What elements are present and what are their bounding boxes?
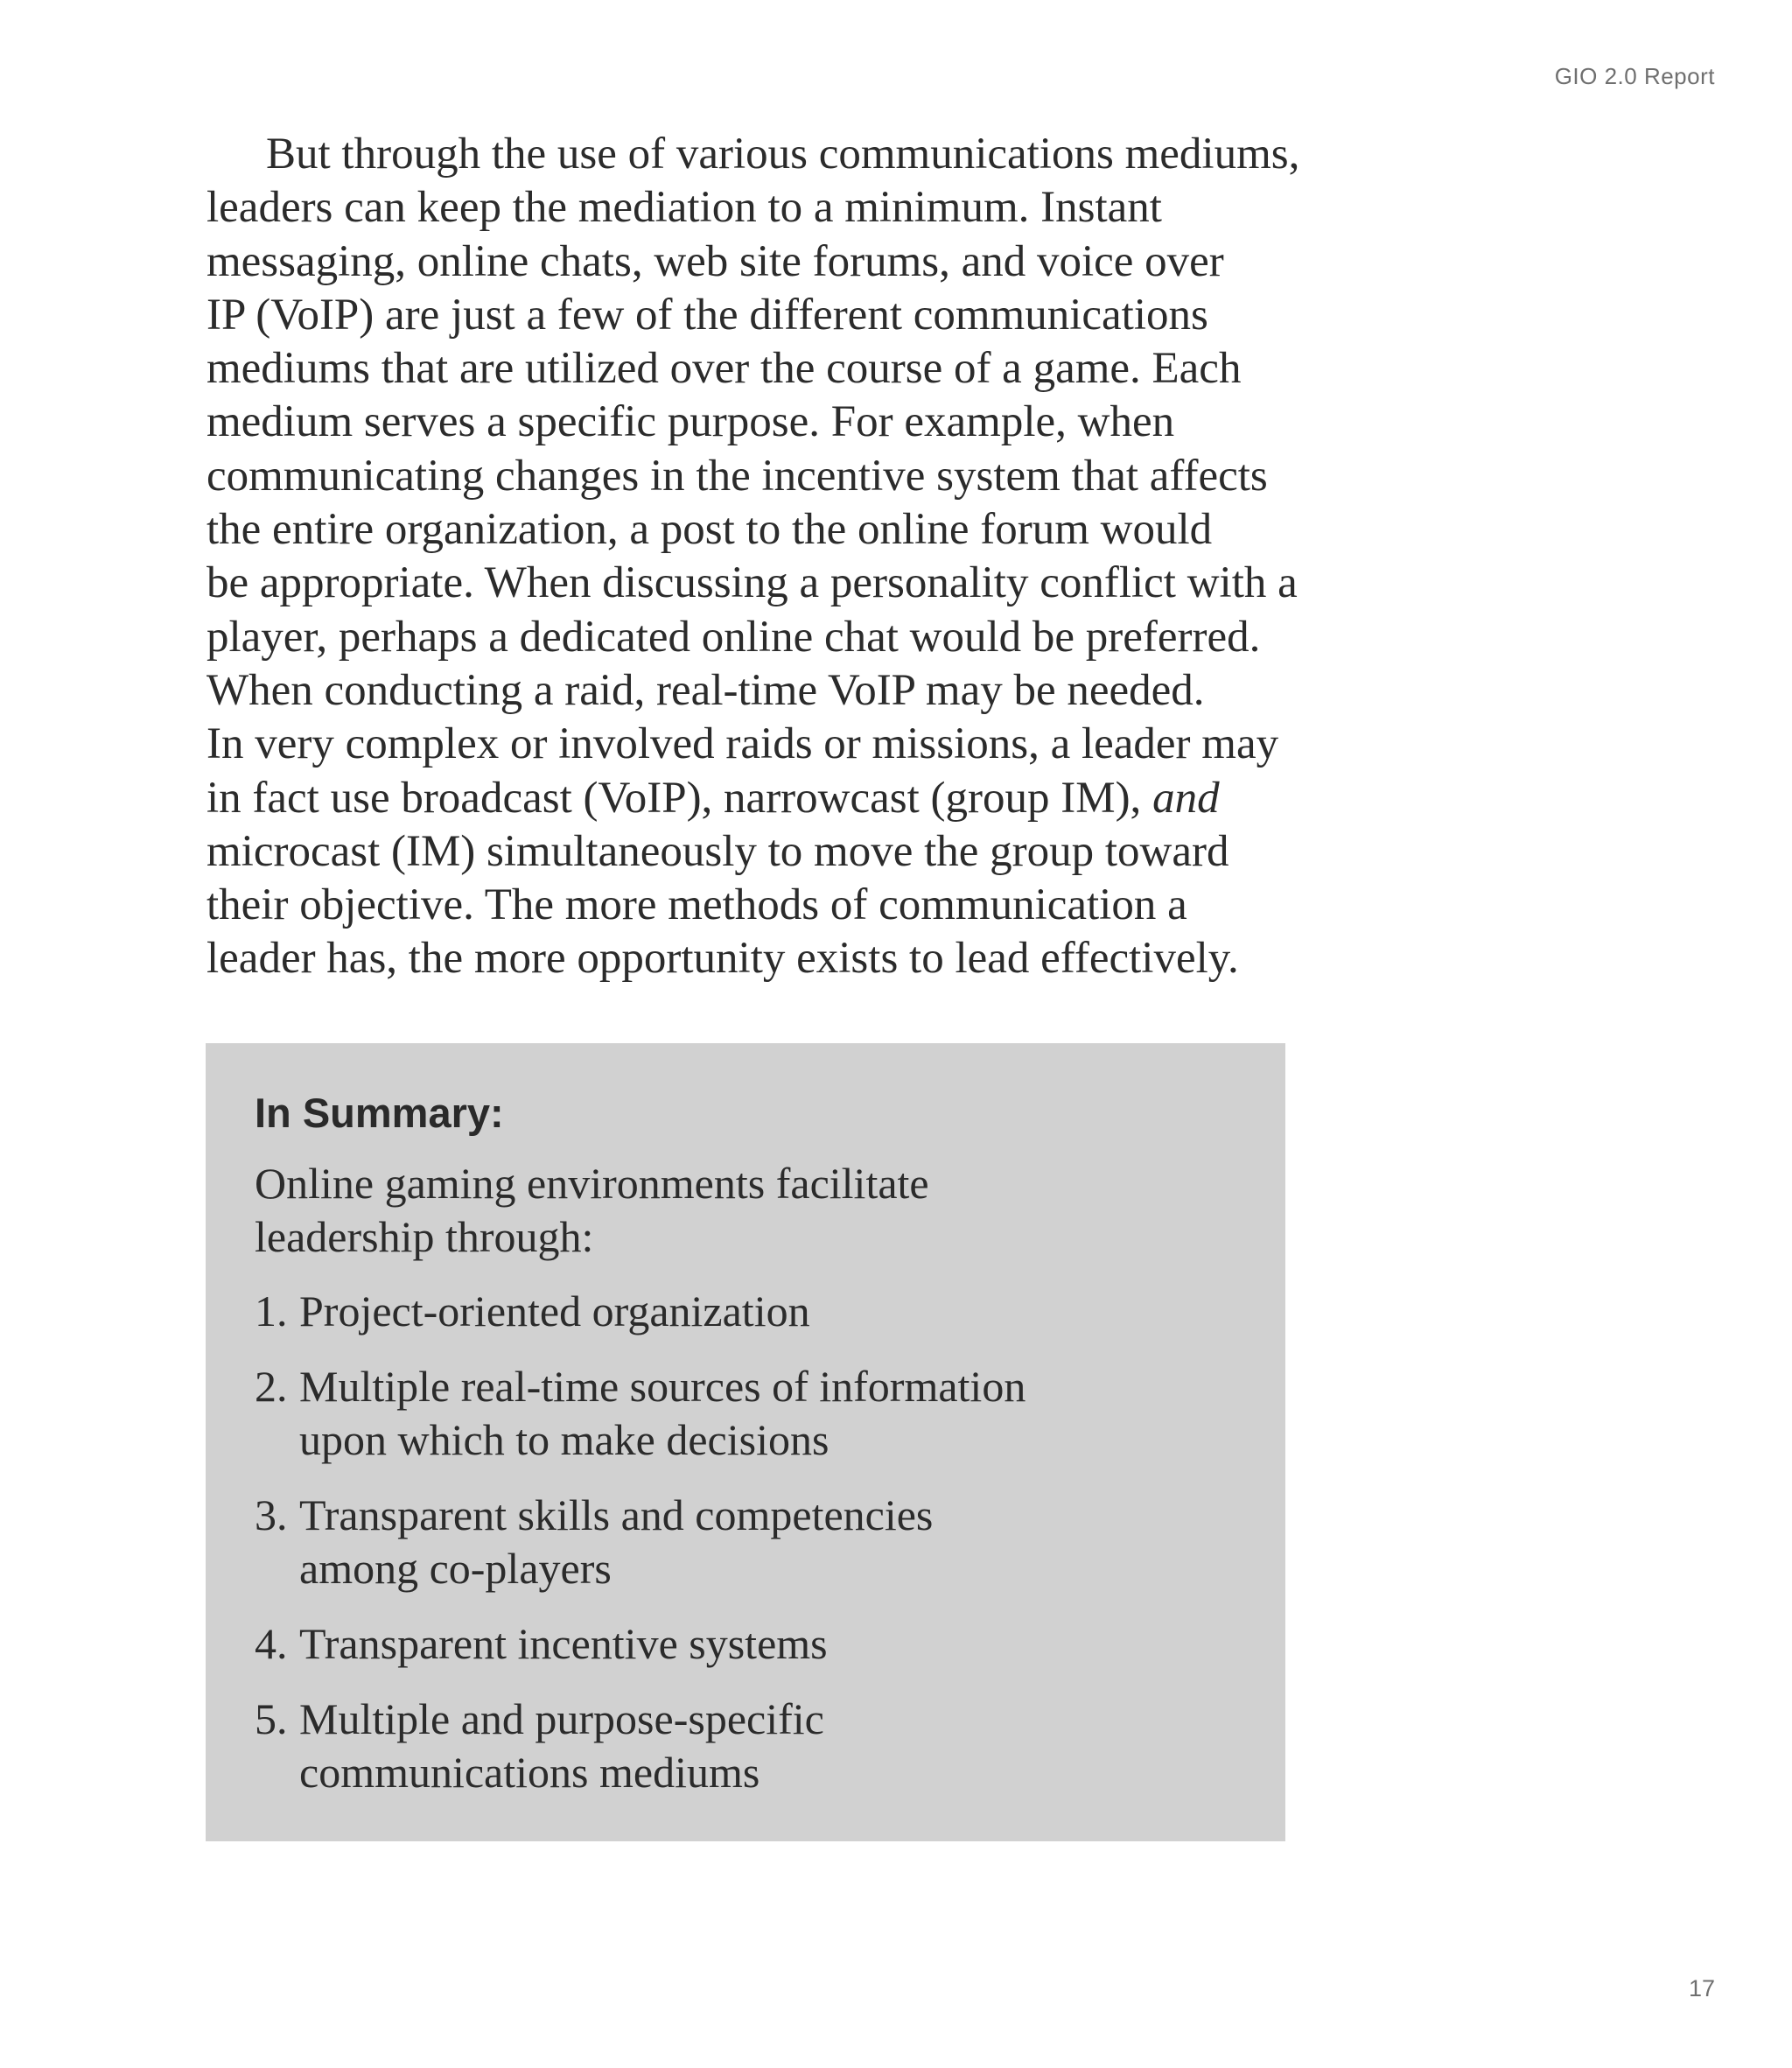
- list-item-line: Multiple real-time sources of information: [299, 1362, 1026, 1411]
- page-number: 17: [1688, 1975, 1715, 2001]
- body-line-text: in fact use broadcast (VoIP), narrowcast (group IM),: [206, 773, 1153, 823]
- body-paragraph: [206, 128, 1300, 986]
- summary-list-item: [255, 1285, 1236, 1338]
- body-line: IP (VoIP) are just a few of the different communications: [206, 290, 1208, 340]
- body-line: But through the use of various communications mediums,: [266, 130, 1300, 179]
- summary-list-item: [255, 1693, 1236, 1799]
- body-line: messaging, online chats, web site forums, and voice over: [206, 236, 1224, 286]
- body-line-with-emphasis: [206, 772, 1292, 825]
- summary-box: [206, 1043, 1285, 1841]
- list-item-text: [299, 1617, 828, 1671]
- summary-intro-line: Online gaming environments facilitate: [255, 1159, 929, 1208]
- body-line: leader has, the more opportunity exists to lead effectively.: [206, 934, 1239, 984]
- summary-list: [255, 1285, 1236, 1799]
- body-line: In very complex or involved raids or missions, a leader may: [206, 719, 1279, 769]
- list-item-line: communications mediums: [299, 1748, 760, 1797]
- body-line: player, perhaps a dedicated online chat would be preferred.: [206, 612, 1261, 662]
- list-item-line: Transparent skills and competencies: [299, 1490, 934, 1539]
- body-line: medium serves a specific purpose. For example, when: [206, 397, 1175, 447]
- list-item-text: [299, 1693, 824, 1799]
- summary-list-item: [255, 1617, 1236, 1671]
- list-item-text: [299, 1285, 810, 1338]
- list-item-text: [299, 1489, 933, 1595]
- list-item-line: Project-oriented organization: [299, 1286, 810, 1335]
- summary-list-item: [255, 1360, 1236, 1467]
- body-line: microcast (IM) simultaneously to move the group toward: [206, 826, 1229, 876]
- list-item-number: 2.: [255, 1362, 288, 1411]
- summary-intro-line: leadership through:: [255, 1212, 594, 1261]
- body-line: their objective. The more methods of communication a: [206, 880, 1187, 930]
- body-line: the entire organization, a post to the online forum would: [206, 505, 1213, 555]
- list-item-line: upon which to make decisions: [299, 1415, 830, 1464]
- body-line: leaders can keep the mediation to a minimum. Instant: [206, 183, 1162, 233]
- summary-list-item: [255, 1489, 1236, 1595]
- summary-intro: [255, 1157, 1236, 1264]
- body-line: When conducting a raid, real-time VoIP may be needed.: [206, 665, 1205, 715]
- list-item-number: 3.: [255, 1490, 288, 1539]
- list-item-number: 4.: [255, 1619, 288, 1668]
- summary-title: In Summary:: [255, 1090, 504, 1136]
- list-item-line: among co-players: [299, 1544, 612, 1593]
- body-line: mediums that are utilized over the course of a game. Each: [206, 344, 1242, 394]
- list-item-number: 5.: [255, 1694, 288, 1743]
- list-item-line: Transparent incentive systems: [299, 1619, 828, 1668]
- running-header: GIO 2.0 Report: [1554, 63, 1715, 89]
- emphasis-word: and: [1152, 773, 1220, 823]
- list-item-text: [299, 1360, 1026, 1467]
- body-line: communicating changes in the incentive system that affects: [206, 451, 1268, 501]
- list-item-line: Multiple and purpose-specific: [299, 1694, 824, 1743]
- body-line: be appropriate. When discussing a personality conflict with a: [206, 558, 1298, 608]
- list-item-number: 1.: [255, 1286, 288, 1335]
